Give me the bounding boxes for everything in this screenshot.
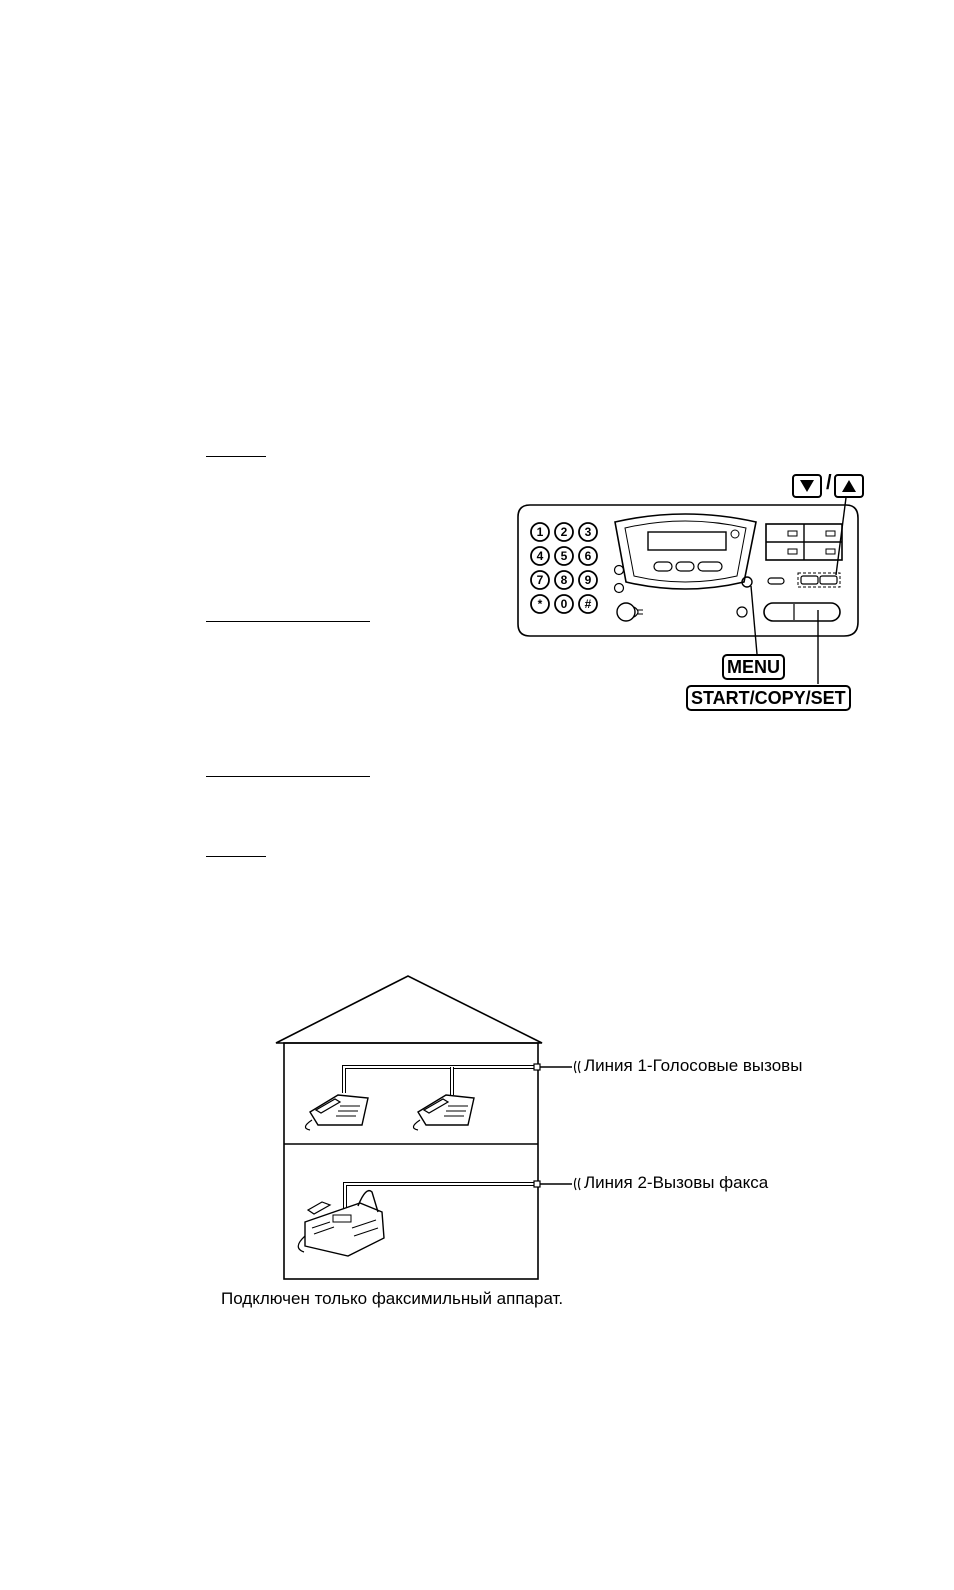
svg-text:2: 2 bbox=[560, 525, 568, 539]
telephone-1 bbox=[305, 1095, 368, 1130]
svg-text:0: 0 bbox=[560, 597, 568, 611]
svg-text:5: 5 bbox=[560, 549, 568, 563]
svg-text:1: 1 bbox=[536, 525, 544, 539]
svg-text:9: 9 bbox=[584, 573, 592, 587]
menu-label: MENU bbox=[722, 654, 785, 680]
line-2-label: Линия 2-Вызовы факса bbox=[584, 1173, 769, 1192]
line-break-icon bbox=[575, 1061, 581, 1073]
fax-machine bbox=[298, 1191, 384, 1256]
diagram-caption: Подключен только факсимильный аппарат. bbox=[221, 1289, 564, 1308]
svg-text:8: 8 bbox=[560, 573, 568, 587]
telephone-2 bbox=[413, 1095, 474, 1130]
house-roof bbox=[276, 976, 542, 1043]
line-break-icon bbox=[575, 1178, 581, 1190]
svg-text:3: 3 bbox=[584, 525, 592, 539]
svg-text:4: 4 bbox=[536, 549, 544, 563]
start-copy-set-label: START/COPY/SET bbox=[686, 685, 851, 711]
slash-separator: / bbox=[826, 472, 832, 494]
svg-text:6: 6 bbox=[584, 549, 592, 563]
line-1-label: Линия 1-Голосовые вызовы bbox=[584, 1056, 803, 1075]
svg-text:7: 7 bbox=[536, 573, 544, 587]
svg-text:*: * bbox=[537, 597, 543, 611]
svg-text:#: # bbox=[584, 597, 592, 611]
